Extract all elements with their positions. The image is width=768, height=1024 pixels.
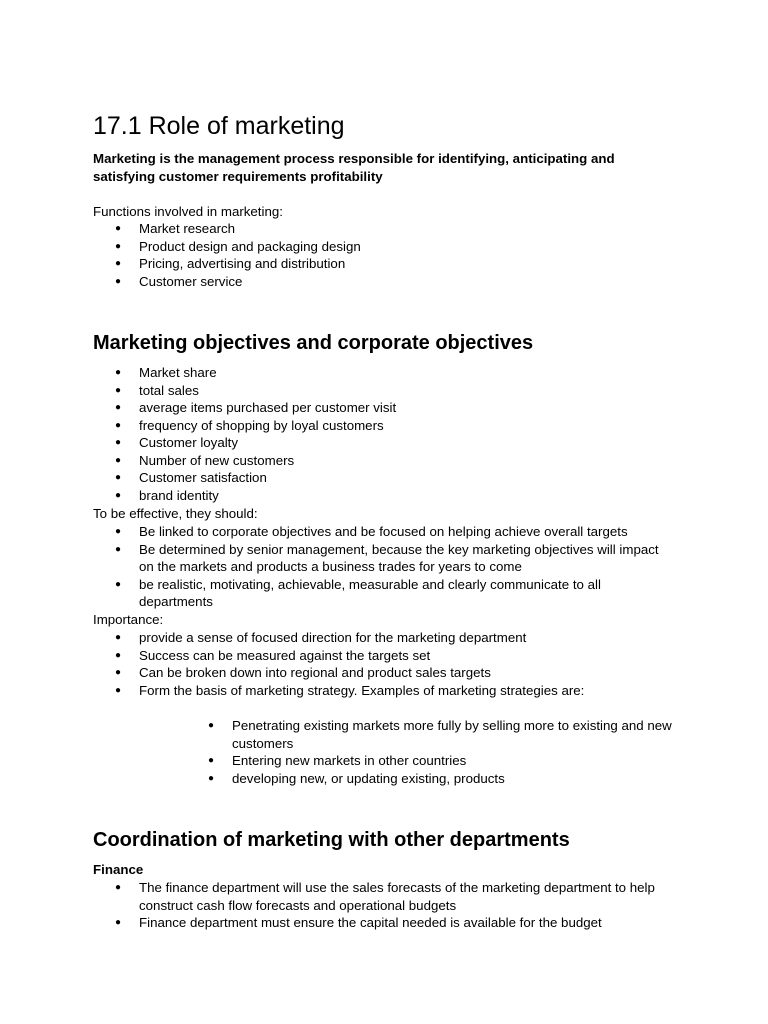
effective-intro: To be effective, they should: — [93, 506, 258, 521]
list-item: ● Customer satisfaction — [93, 469, 673, 487]
list-item: ● Entering new markets in other countries — [186, 752, 676, 770]
list-item: ● Market share — [93, 364, 673, 382]
finance-list — [93, 879, 673, 932]
strategies-list — [186, 717, 676, 787]
list-item: ● Finance department must ensure the capital needed is available for the budget — [93, 914, 673, 932]
list-item: ● Be linked to corporate objectives and be focused on helping achieve overall targets — [93, 523, 673, 541]
list-item: ● Customer service — [93, 273, 673, 291]
list-item: ● The finance department will use the sales forecasts of the marketing department to help construct cash flow forecasts and operational budgets — [93, 879, 673, 914]
list-item: ● provide a sense of focused direction for the marketing department — [93, 629, 673, 647]
list-item: ● average items purchased per customer visit — [93, 399, 673, 417]
list-item: ● Form the basis of marketing strategy. Examples of marketing strategies are: — [93, 682, 673, 700]
list-item: ● Success can be measured against the targets set — [93, 647, 673, 665]
list-item: ● Can be broken down into regional and product sales targets — [93, 664, 673, 682]
list-item: ● total sales — [93, 382, 673, 400]
importance-list — [93, 629, 673, 699]
marketing-definition: Marketing is the management process responsible for identifying, anticipating and satisfying customer requirements profitability — [93, 151, 615, 184]
objectives-list — [93, 364, 673, 504]
list-item: ● Number of new customers — [93, 452, 673, 470]
list-item: ● Customer loyalty — [93, 434, 673, 452]
list-item: ● Product design and packaging design — [93, 238, 673, 256]
list-item: ● Penetrating existing markets more fully by selling more to existing and new customers — [186, 717, 676, 752]
functions-list — [93, 220, 673, 290]
list-item: ● frequency of shopping by loyal customers — [93, 417, 673, 435]
list-item: ● brand identity — [93, 487, 673, 505]
list-item: ● Pricing, advertising and distribution — [93, 255, 673, 273]
list-item: ● developing new, or updating existing, products — [186, 770, 676, 788]
functions-intro: Functions involved in marketing: — [93, 204, 283, 219]
effective-list — [93, 523, 673, 611]
section-heading-coordination: Coordination of marketing with other departments — [93, 829, 570, 851]
page-title: 17.1 Role of marketing — [93, 112, 345, 140]
subheading-finance: Finance — [93, 862, 144, 877]
section-heading-objectives: Marketing objectives and corporate objectives — [93, 332, 534, 354]
importance-intro: Importance: — [93, 612, 164, 627]
list-item: ● be realistic, motivating, achievable, measurable and clearly communicate to all departments — [93, 576, 673, 611]
list-item: ● Be determined by senior management, because the key marketing objectives will impact on the markets and products a business trades for years to come — [93, 541, 673, 576]
list-item: ● Market research — [93, 220, 673, 238]
